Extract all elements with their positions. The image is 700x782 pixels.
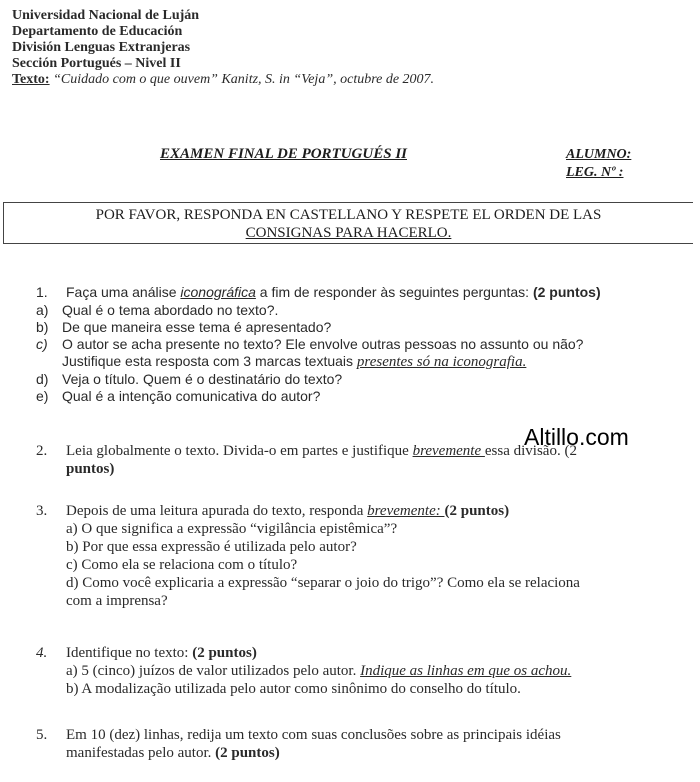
question-5-points: (2 puntos)	[215, 745, 280, 761]
student-fields	[566, 146, 631, 182]
question-1a: Qual é o tema abordado no texto?.	[62, 302, 279, 318]
question-4: 4. Identifique no texto: (2 puntos) a) 5 (cinco) juízos de valor utilizados pelo autor. Indique as linhas em que os achou. b) A modalização utilizada pelo autor como sinônimo do conselho do título.	[36, 644, 686, 698]
question-3d-cont: com a imprensa?	[66, 593, 168, 609]
question-2: 2. Leia globalmente o texto. Divida-o em partes e justifique brevemente essa divisão. (2 puntos)	[36, 443, 577, 477]
leg-label: LEG. Nº :	[566, 165, 624, 180]
source-text-line	[12, 72, 434, 88]
question-3b: b) Por que essa expressão é utilizada pelo autor?	[66, 539, 357, 555]
exam-title: EXAMEN FINAL DE PORTUGUÉS II	[160, 146, 407, 162]
question-1: 1. Faça uma análise iconográfica a fim de responder às seguintes perguntas: (2 puntos) a) Qual é o tema abordado no texto?. b) De que maneira esse tema é apresentado? c) O autor se acha presente no texto? Ele envolve outras pessoas no assunto ou não? Justifique esta resposta com 3 marcas textuais presentes só na iconografia. d) Veja o título. Quem é o destinatário do texto? e) Qual é a intenção comunicativa do autor?	[36, 284, 601, 404]
question-2-number: 2.	[36, 443, 48, 459]
iconografica-emphasis: iconográfica	[180, 284, 256, 300]
presentes-emphasis: presentes só na iconografia.	[356, 354, 527, 370]
question-4a: a) 5 (cinco) juízos de valor utilizados pelo autor.	[66, 663, 361, 679]
question-1c: O autor se acha presente no texto? Ele envolve outras pessoas no assunto ou não?	[62, 336, 584, 352]
question-4-number: 4.	[36, 645, 48, 661]
brevemente-emphasis: brevemente	[412, 443, 485, 459]
question-5: 5. Em 10 (dez) linhas, redija um texto com suas conclusões sobre as principais idéias manifestadas pelo autor. (2 puntos)	[36, 727, 561, 761]
alumno-label: ALUMNO:	[566, 147, 632, 162]
question-1-number: 1.	[36, 284, 48, 300]
instructions-line-2: CONSIGNAS PARA HACERLO.	[245, 225, 452, 241]
altillo-watermark: Altillo.com	[524, 424, 629, 450]
section-name: Sección Portugués – Nivel II	[12, 56, 181, 71]
instructions-line-1: POR FAVOR, RESPONDA EN CASTELLANO Y RESPETE EL ORDEN DE LAS	[95, 207, 602, 223]
question-3d: d) Como você explicaria a expressão “separar o joio do trigo”? Como ela se relaciona	[66, 575, 580, 591]
question-4-points: (2 puntos)	[192, 645, 257, 661]
division-name: División Lenguas Extranjeras	[12, 40, 191, 55]
question-1d: Veja o título. Quem é o destinatário do texto?	[62, 371, 343, 387]
indique-emphasis: Indique as linhas em que os achou.	[360, 663, 572, 679]
question-4b: b) A modalização utilizada pelo autor como sinônimo do conselho do título.	[66, 681, 521, 697]
question-1-points: (2 puntos)	[532, 284, 601, 300]
university-name: Universidad Nacional de Luján	[12, 8, 200, 23]
instructions-box	[3, 202, 693, 244]
question-3-number: 3.	[36, 503, 48, 519]
instructions	[4, 206, 693, 242]
department-name: Departamento de Educación	[12, 24, 183, 39]
brevemente-emphasis-2: brevemente:	[367, 503, 445, 519]
question-3-points: (2 puntos)	[444, 503, 510, 519]
texto-value: “Cuidado com o que ouvem” Kanitz, S. in “Veja”, octubre de 2007.	[53, 72, 435, 87]
question-1e: Qual é a intenção comunicativa do autor?	[62, 388, 321, 404]
question-5-number: 5.	[36, 727, 48, 743]
question-5-text: Em 10 (dez) linhas, redija um texto com suas conclusões sobre as principais idéias	[66, 727, 561, 743]
question-1b: De que maneira esse tema é apresentado?	[62, 319, 332, 335]
question-3: 3. Depois de uma leitura apurada do texto, responda brevemente: (2 puntos) a) O que significa a expressão “vigilância epistêmica”? b) Por que essa expressão é utilizada pelo autor? c) Como ela se relaciona com o título? d) Como você explicaria a expressão “separar o joio do trigo”? Como ela se relaciona com a imprensa?	[36, 502, 686, 610]
question-3a: a) O que significa a expressão “vigilância epistêmica”?	[66, 521, 398, 537]
texto-label: Texto:	[12, 72, 50, 87]
question-3c: c) Como ela se relaciona com o título?	[66, 557, 298, 573]
document-header	[12, 8, 434, 88]
